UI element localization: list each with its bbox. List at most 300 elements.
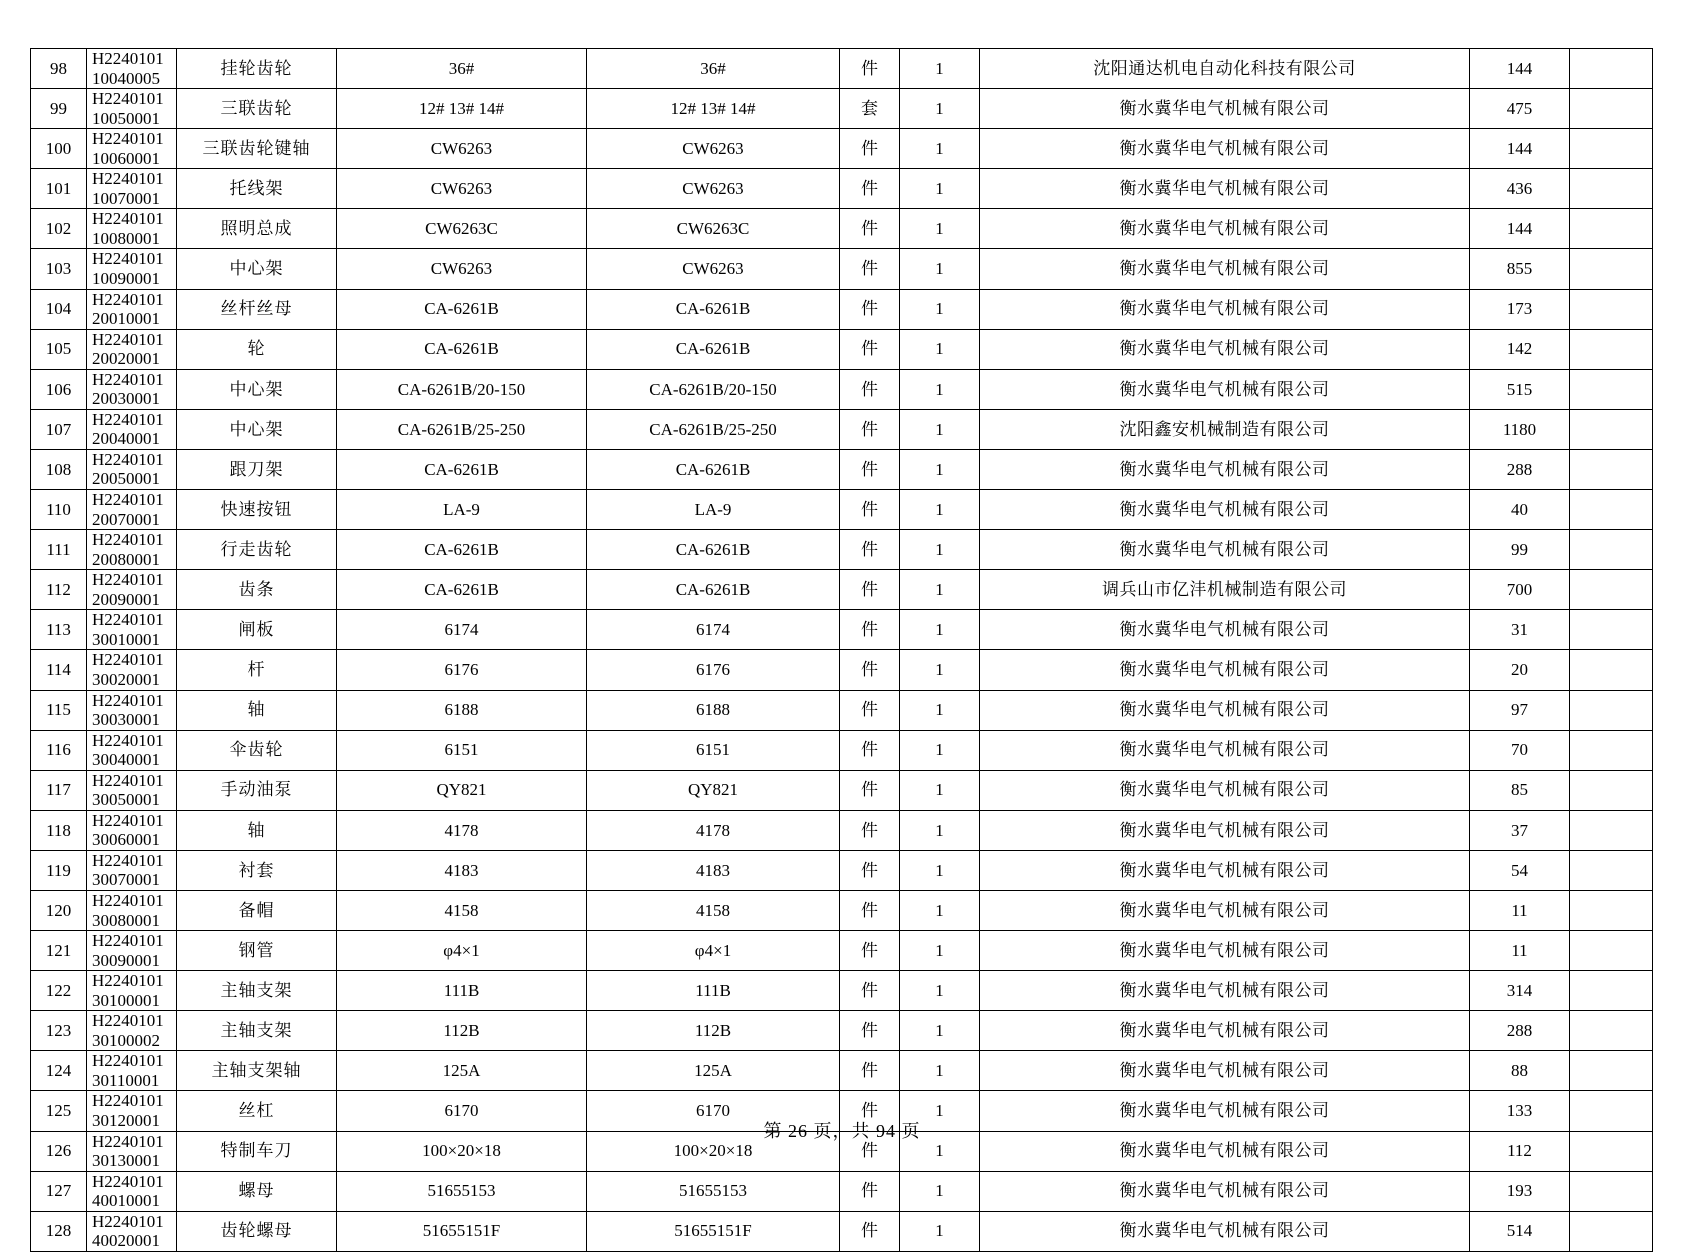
cell-index: 116 [31, 730, 87, 770]
table-row [31, 810, 1653, 850]
cell-code-line2: 20010001 [92, 309, 160, 329]
table-row [31, 49, 1653, 89]
table-row [31, 650, 1653, 690]
table-row [31, 770, 1653, 810]
cell-spec-1: LA-9 [337, 490, 587, 530]
cell-quantity: 1 [900, 690, 980, 730]
cell-price: 144 [1470, 129, 1570, 169]
cell-unit: 件 [840, 1131, 900, 1171]
cell-unit: 件 [840, 129, 900, 169]
cell-quantity: 1 [900, 770, 980, 810]
table-row [31, 530, 1653, 570]
cell-manufacturer: 调兵山市亿沣机械制造有限公司 [980, 570, 1470, 610]
cell-code [87, 570, 177, 610]
cell-code [87, 490, 177, 530]
cell-note [1570, 650, 1653, 690]
table-row [31, 249, 1653, 289]
cell-price: 88 [1470, 1051, 1570, 1091]
cell-code [87, 1171, 177, 1211]
cell-code-line2: 30080001 [92, 910, 160, 930]
cell-code-line1: H2240101 [92, 770, 164, 790]
cell-spec-2: CA-6261B [587, 530, 840, 570]
cell-manufacturer: 衡水冀华电气机械有限公司 [980, 89, 1470, 129]
cell-code [87, 1211, 177, 1251]
cell-note [1570, 129, 1653, 169]
cell-unit: 件 [840, 770, 900, 810]
cell-manufacturer: 衡水冀华电气机械有限公司 [980, 1011, 1470, 1051]
cell-code-line2: 30100002 [92, 1030, 160, 1050]
cell-code-line2: 10070001 [92, 188, 160, 208]
cell-spec-1: CW6263 [337, 169, 587, 209]
cell-code-line1: H2240101 [92, 49, 164, 68]
cell-code-line2: 10060001 [92, 148, 160, 168]
cell-code-line1: H2240101 [92, 1051, 164, 1071]
cell-name: 衬套 [177, 850, 337, 890]
cell-unit: 件 [840, 650, 900, 690]
cell-note [1570, 570, 1653, 610]
cell-manufacturer: 衡水冀华电气机械有限公司 [980, 490, 1470, 530]
cell-code [87, 449, 177, 489]
cell-note [1570, 1011, 1653, 1051]
cell-code-line1: H2240101 [92, 289, 164, 309]
cell-spec-1: CA-6261B [337, 329, 587, 369]
cell-price: 515 [1470, 369, 1570, 409]
cell-code [87, 810, 177, 850]
cell-index: 99 [31, 89, 87, 129]
table-row [31, 409, 1653, 449]
cell-spec-1: 4178 [337, 810, 587, 850]
table-row [31, 209, 1653, 249]
cell-price: 173 [1470, 289, 1570, 329]
cell-index: 107 [31, 409, 87, 449]
cell-quantity: 1 [900, 850, 980, 890]
cell-spec-2: CW6263 [587, 249, 840, 289]
cell-index: 113 [31, 610, 87, 650]
cell-code [87, 1051, 177, 1091]
cell-code-line2: 20080001 [92, 549, 160, 569]
cell-quantity: 1 [900, 1171, 980, 1211]
cell-note [1570, 971, 1653, 1011]
cell-name: 钢管 [177, 931, 337, 971]
cell-spec-2: 36# [587, 49, 840, 89]
cell-price: 475 [1470, 89, 1570, 129]
cell-note [1570, 209, 1653, 249]
cell-note [1570, 89, 1653, 129]
cell-price: 20 [1470, 650, 1570, 690]
cell-code-line1: H2240101 [92, 690, 164, 710]
cell-unit: 件 [840, 1011, 900, 1051]
cell-price: 193 [1470, 1171, 1570, 1211]
cell-quantity: 1 [900, 409, 980, 449]
cell-manufacturer: 衡水冀华电气机械有限公司 [980, 169, 1470, 209]
cell-spec-2: CW6263 [587, 169, 840, 209]
cell-spec-2: CA-6261B/20-150 [587, 369, 840, 409]
table-row [31, 89, 1653, 129]
table-row [31, 690, 1653, 730]
cell-quantity: 1 [900, 209, 980, 249]
cell-spec-1: 125A [337, 1051, 587, 1091]
cell-note [1570, 289, 1653, 329]
cell-note [1570, 770, 1653, 810]
cell-unit: 件 [840, 49, 900, 89]
table-row [31, 931, 1653, 971]
cell-price: 112 [1470, 1131, 1570, 1171]
cell-spec-2: 6176 [587, 650, 840, 690]
cell-unit: 件 [840, 209, 900, 249]
cell-code [87, 209, 177, 249]
cell-code-line1: H2240101 [92, 810, 164, 830]
table-row [31, 610, 1653, 650]
cell-spec-2: 12# 13# 14# [587, 89, 840, 129]
cell-spec-2: 51655153 [587, 1171, 840, 1211]
cell-price: 142 [1470, 329, 1570, 369]
cell-code [87, 890, 177, 930]
cell-quantity: 1 [900, 329, 980, 369]
cell-name: 跟刀架 [177, 449, 337, 489]
cell-code-line2: 30120001 [92, 1110, 160, 1130]
cell-spec-2: 6174 [587, 610, 840, 650]
cell-unit: 件 [840, 610, 900, 650]
table-row [31, 169, 1653, 209]
cell-spec-1: 12# 13# 14# [337, 89, 587, 129]
cell-index: 100 [31, 129, 87, 169]
cell-name: 杆 [177, 650, 337, 690]
cell-name: 闸板 [177, 610, 337, 650]
cell-index: 125 [31, 1091, 87, 1131]
table-row [31, 329, 1653, 369]
cell-spec-2: CW6263C [587, 209, 840, 249]
cell-name: 备帽 [177, 890, 337, 930]
cell-code-line1: H2240101 [92, 650, 164, 670]
cell-spec-2: 100×20×18 [587, 1131, 840, 1171]
cell-manufacturer: 衡水冀华电气机械有限公司 [980, 209, 1470, 249]
cell-index: 122 [31, 971, 87, 1011]
cell-manufacturer: 衡水冀华电气机械有限公司 [980, 730, 1470, 770]
cell-price: 288 [1470, 449, 1570, 489]
cell-price: 11 [1470, 890, 1570, 930]
cell-quantity: 1 [900, 1051, 980, 1091]
cell-price: 37 [1470, 810, 1570, 850]
table-row [31, 129, 1653, 169]
cell-code-line2: 10040005 [92, 68, 160, 88]
cell-index: 98 [31, 49, 87, 89]
table-row [31, 1011, 1653, 1051]
cell-spec-1: CA-6261B/20-150 [337, 369, 587, 409]
cell-code [87, 730, 177, 770]
cell-code-line2: 30090001 [92, 950, 160, 970]
cell-quantity: 1 [900, 810, 980, 850]
cell-name: 行走齿轮 [177, 530, 337, 570]
cell-code-line1: H2240101 [92, 1211, 164, 1231]
cell-name: 轴 [177, 810, 337, 850]
cell-price: 700 [1470, 570, 1570, 610]
cell-unit: 件 [840, 971, 900, 1011]
cell-quantity: 1 [900, 1091, 980, 1131]
cell-name: 照明总成 [177, 209, 337, 249]
cell-spec-2: φ4×1 [587, 931, 840, 971]
cell-code [87, 650, 177, 690]
cell-unit: 件 [840, 289, 900, 329]
cell-unit: 件 [840, 369, 900, 409]
cell-spec-2: 51655151F [587, 1211, 840, 1251]
cell-code-line1: H2240101 [92, 129, 164, 149]
table-row [31, 369, 1653, 409]
cell-name: 主轴支架 [177, 971, 337, 1011]
cell-code-line1: H2240101 [92, 89, 164, 109]
cell-code-line1: H2240101 [92, 610, 164, 630]
table-row [31, 850, 1653, 890]
cell-code-line2: 40010001 [92, 1191, 160, 1211]
cell-code-line1: H2240101 [92, 409, 164, 429]
cell-index: 117 [31, 770, 87, 810]
cell-spec-1: 6170 [337, 1091, 587, 1131]
cell-code [87, 169, 177, 209]
cell-index: 120 [31, 890, 87, 930]
cell-code [87, 850, 177, 890]
cell-code [87, 610, 177, 650]
cell-spec-2: 4178 [587, 810, 840, 850]
table-row [31, 890, 1653, 930]
cell-quantity: 1 [900, 449, 980, 489]
cell-manufacturer: 衡水冀华电气机械有限公司 [980, 610, 1470, 650]
cell-price: 54 [1470, 850, 1570, 890]
cell-manufacturer: 衡水冀华电气机械有限公司 [980, 129, 1470, 169]
table-row [31, 1051, 1653, 1091]
cell-code [87, 530, 177, 570]
cell-spec-1: CA-6261B [337, 289, 587, 329]
cell-note [1570, 1171, 1653, 1211]
cell-quantity: 1 [900, 650, 980, 690]
cell-spec-1: 4183 [337, 850, 587, 890]
cell-index: 121 [31, 931, 87, 971]
cell-unit: 件 [840, 1091, 900, 1131]
cell-quantity: 1 [900, 1011, 980, 1051]
cell-index: 110 [31, 490, 87, 530]
table-row [31, 490, 1653, 530]
cell-note [1570, 49, 1653, 89]
table-row [31, 570, 1653, 610]
cell-name: 齿轮螺母 [177, 1211, 337, 1251]
cell-code-line2: 30060001 [92, 830, 160, 850]
cell-code [87, 931, 177, 971]
cell-code [87, 409, 177, 449]
cell-manufacturer: 衡水冀华电气机械有限公司 [980, 329, 1470, 369]
cell-index: 114 [31, 650, 87, 690]
cell-code [87, 971, 177, 1011]
cell-code-line2: 30100001 [92, 990, 160, 1010]
cell-index: 102 [31, 209, 87, 249]
cell-quantity: 1 [900, 89, 980, 129]
cell-code-line1: H2240101 [92, 329, 164, 349]
cell-code-line2: 30020001 [92, 669, 160, 689]
cell-note [1570, 610, 1653, 650]
cell-manufacturer: 衡水冀华电气机械有限公司 [980, 1211, 1470, 1251]
cell-name: 三联齿轮键轴 [177, 129, 337, 169]
cell-code-line1: H2240101 [92, 249, 164, 269]
cell-code-line1: H2240101 [92, 850, 164, 870]
cell-quantity: 1 [900, 931, 980, 971]
cell-price: 514 [1470, 1211, 1570, 1251]
cell-manufacturer: 衡水冀华电气机械有限公司 [980, 1131, 1470, 1171]
cell-spec-2: LA-9 [587, 490, 840, 530]
cell-spec-1: QY821 [337, 770, 587, 810]
cell-code-line2: 40020001 [92, 1231, 160, 1251]
cell-spec-2: CA-6261B/25-250 [587, 409, 840, 449]
cell-quantity: 1 [900, 289, 980, 329]
cell-price: 11 [1470, 931, 1570, 971]
cell-spec-2: CA-6261B [587, 329, 840, 369]
table-row [31, 1211, 1653, 1251]
cell-spec-2: 112B [587, 1011, 840, 1051]
cell-quantity: 1 [900, 249, 980, 289]
cell-index: 105 [31, 329, 87, 369]
cell-name: 齿条 [177, 570, 337, 610]
cell-spec-1: CA-6261B/25-250 [337, 409, 587, 449]
cell-manufacturer: 衡水冀华电气机械有限公司 [980, 650, 1470, 690]
cell-price: 1180 [1470, 409, 1570, 449]
cell-price: 144 [1470, 209, 1570, 249]
cell-note [1570, 730, 1653, 770]
cell-index: 119 [31, 850, 87, 890]
table-row [31, 730, 1653, 770]
cell-code-line2: 20070001 [92, 509, 160, 529]
cell-unit: 件 [840, 850, 900, 890]
cell-spec-1: CW6263 [337, 249, 587, 289]
cell-spec-1: 6174 [337, 610, 587, 650]
cell-unit: 件 [840, 890, 900, 930]
cell-name: 三联齿轮 [177, 89, 337, 129]
cell-price: 40 [1470, 490, 1570, 530]
cell-name: 丝杆丝母 [177, 289, 337, 329]
cell-note [1570, 329, 1653, 369]
cell-price: 133 [1470, 1091, 1570, 1131]
cell-code [87, 1011, 177, 1051]
cell-spec-1: CA-6261B [337, 570, 587, 610]
table-row [31, 449, 1653, 489]
cell-manufacturer: 衡水冀华电气机械有限公司 [980, 449, 1470, 489]
cell-code-line1: H2240101 [92, 530, 164, 550]
cell-name: 伞齿轮 [177, 730, 337, 770]
cell-spec-1: 6151 [337, 730, 587, 770]
cell-note [1570, 169, 1653, 209]
cell-code-line1: H2240101 [92, 1091, 164, 1111]
cell-spec-2: CA-6261B [587, 289, 840, 329]
cell-code [87, 770, 177, 810]
cell-code-line1: H2240101 [92, 449, 164, 469]
cell-code-line1: H2240101 [92, 730, 164, 750]
cell-name: 中心架 [177, 409, 337, 449]
cell-manufacturer: 衡水冀华电气机械有限公司 [980, 971, 1470, 1011]
cell-unit: 件 [840, 329, 900, 369]
cell-name: 主轴支架轴 [177, 1051, 337, 1091]
cell-quantity: 1 [900, 570, 980, 610]
cell-manufacturer: 衡水冀华电气机械有限公司 [980, 369, 1470, 409]
cell-price: 97 [1470, 690, 1570, 730]
cell-note [1570, 449, 1653, 489]
cell-spec-2: 125A [587, 1051, 840, 1091]
cell-price: 436 [1470, 169, 1570, 209]
cell-price: 70 [1470, 730, 1570, 770]
cell-index: 104 [31, 289, 87, 329]
cell-spec-1: φ4×1 [337, 931, 587, 971]
cell-code-line2: 20050001 [92, 469, 160, 489]
cell-name: 中心架 [177, 249, 337, 289]
cell-spec-2: 6151 [587, 730, 840, 770]
cell-quantity: 1 [900, 890, 980, 930]
cell-index: 101 [31, 169, 87, 209]
cell-spec-2: 111B [587, 971, 840, 1011]
cell-unit: 件 [840, 931, 900, 971]
cell-unit: 件 [840, 169, 900, 209]
cell-quantity: 1 [900, 490, 980, 530]
cell-spec-1: 36# [337, 49, 587, 89]
cell-note [1570, 530, 1653, 570]
cell-spec-1: 51655151F [337, 1211, 587, 1251]
cell-note [1570, 409, 1653, 449]
cell-index: 124 [31, 1051, 87, 1091]
cell-note [1570, 490, 1653, 530]
cell-code [87, 89, 177, 129]
cell-spec-2: QY821 [587, 770, 840, 810]
cell-manufacturer: 衡水冀华电气机械有限公司 [980, 289, 1470, 329]
cell-quantity: 1 [900, 1211, 980, 1251]
cell-name: 丝杠 [177, 1091, 337, 1131]
cell-spec-2: CA-6261B [587, 570, 840, 610]
cell-quantity: 1 [900, 129, 980, 169]
cell-name: 中心架 [177, 369, 337, 409]
cell-spec-1: CW6263 [337, 129, 587, 169]
cell-note [1570, 1051, 1653, 1091]
page-footer: 第 26 页，共 94 页 [763, 1121, 921, 1141]
cell-index: 126 [31, 1131, 87, 1171]
cell-unit: 件 [840, 690, 900, 730]
cell-manufacturer: 衡水冀华电气机械有限公司 [980, 249, 1470, 289]
cell-note [1570, 810, 1653, 850]
cell-spec-1: 51655153 [337, 1171, 587, 1211]
parts-table-container [30, 48, 1652, 1252]
cell-code-line2: 30010001 [92, 629, 160, 649]
cell-manufacturer: 衡水冀华电气机械有限公司 [980, 1091, 1470, 1131]
parts-table [30, 48, 1653, 1252]
cell-manufacturer: 衡水冀华电气机械有限公司 [980, 1051, 1470, 1091]
cell-note [1570, 369, 1653, 409]
cell-unit: 件 [840, 409, 900, 449]
cell-note [1570, 890, 1653, 930]
cell-unit: 件 [840, 570, 900, 610]
cell-quantity: 1 [900, 971, 980, 1011]
cell-code-line2: 30040001 [92, 750, 160, 770]
cell-code [87, 249, 177, 289]
cell-unit: 件 [840, 730, 900, 770]
cell-manufacturer: 衡水冀华电气机械有限公司 [980, 770, 1470, 810]
cell-code-line2: 30050001 [92, 790, 160, 810]
cell-index: 103 [31, 249, 87, 289]
cell-spec-1: 112B [337, 1011, 587, 1051]
cell-name: 快速按钮 [177, 490, 337, 530]
cell-code-line2: 10090001 [92, 269, 160, 289]
cell-code-line2: 20030001 [92, 389, 160, 409]
cell-code-line1: H2240101 [92, 490, 164, 510]
cell-code [87, 289, 177, 329]
cell-price: 85 [1470, 770, 1570, 810]
cell-code-line1: H2240101 [92, 1131, 164, 1151]
cell-spec-1: CA-6261B [337, 530, 587, 570]
cell-price: 99 [1470, 530, 1570, 570]
cell-name: 主轴支架 [177, 1011, 337, 1051]
cell-code-line2: 10080001 [92, 228, 160, 248]
cell-price: 31 [1470, 610, 1570, 650]
cell-price: 314 [1470, 971, 1570, 1011]
